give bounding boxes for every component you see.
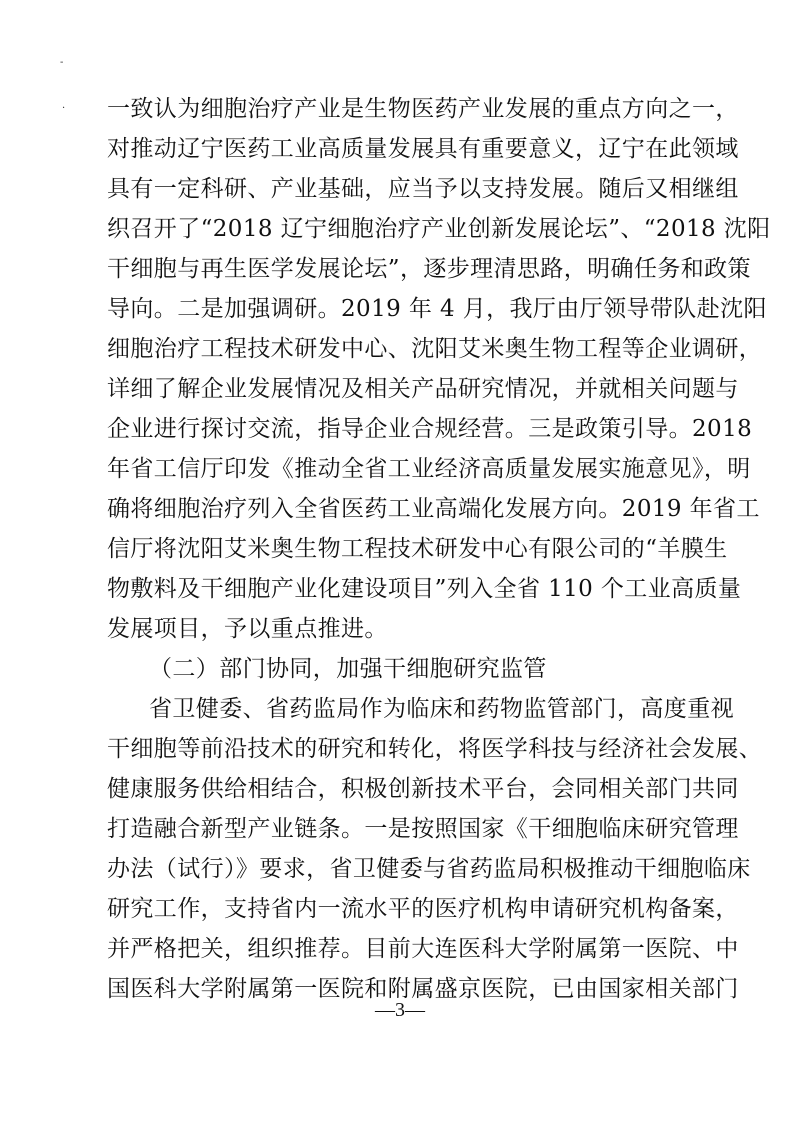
body-line: 干细胞与再生医学发展论坛”，逐步理清思路，明确任务和政策	[107, 256, 751, 282]
body-line: 干细胞等前沿技术的研究和转化，将医学科技与经济社会发展、	[107, 736, 763, 762]
body-line: 发展项目，予以重点推进。	[107, 616, 388, 642]
body-line: 并严格把关，组织推荐。目前大连医科大学附属第一医院、中	[107, 936, 739, 962]
body-line: 一致认为细胞治疗产业是生物医药产业发展的重点方向之一，	[107, 96, 739, 122]
body-line: 对推动辽宁医药工业高质量发展具有重要意义，辽宁在此领域	[107, 136, 739, 162]
body-line: 导向。二是加强调研。2019 年 4 月，我厅由厅领导带队赴沈阳	[107, 296, 767, 322]
body-line: 物敷料及干细胞产业化建设项目”列入全省 110 个工业高质量	[107, 576, 742, 602]
body-line: 信厅将沈阳艾米奥生物工程技术研发中心有限公司的“羊膜生	[107, 536, 728, 562]
body-line: 办法（试行）》要求，省卫健委与省药监局积极推动干细胞临床	[107, 856, 751, 882]
body-line: 织召开了“2018 辽宁细胞治疗产业创新发展论坛”、“2018 沈阳	[107, 216, 771, 242]
scan-mark: ·	[62, 103, 66, 114]
paragraph-first-line: 省卫健委、省药监局作为临床和药物监管部门，高度重视	[149, 696, 734, 722]
section-heading: （二）部门协同，加强干细胞研究监管	[149, 656, 547, 682]
page-number: —3—	[375, 999, 425, 1021]
body-line: 确将细胞治疗列入全省医药工业高端化发展方向。2019 年省工	[107, 496, 760, 522]
body-line: 健康服务供给相结合，积极创新技术平台，会同相关部门共同	[107, 776, 739, 802]
body-line: 研究工作，支持省内一流水平的医疗机构申请研究机构备案，	[107, 896, 739, 922]
body-line: 企业进行探讨交流，指导企业合规经营。三是政策引导。2018	[107, 416, 753, 442]
body-line: 详细了解企业发展情况及相关产品研究情况，并就相关问题与	[107, 376, 739, 402]
body-line: 打造融合新型产业链条。一是按照国家《干细胞临床研究管理	[107, 816, 739, 842]
body-line: 具有一定科研、产业基础，应当予以支持发展。随后又相继组	[107, 176, 739, 202]
body-line: 国医科大学附属第一医院和附属盛京医院，已由国家相关部门	[107, 976, 739, 1002]
body-line: 年省工信厅印发《推动全省工业经济高质量发展实施意见》，明	[107, 456, 751, 482]
body-line: 细胞治疗工程技术研发中心、沈阳艾米奥生物工程等企业调研，	[107, 336, 763, 362]
scan-mark: -	[60, 57, 64, 68]
